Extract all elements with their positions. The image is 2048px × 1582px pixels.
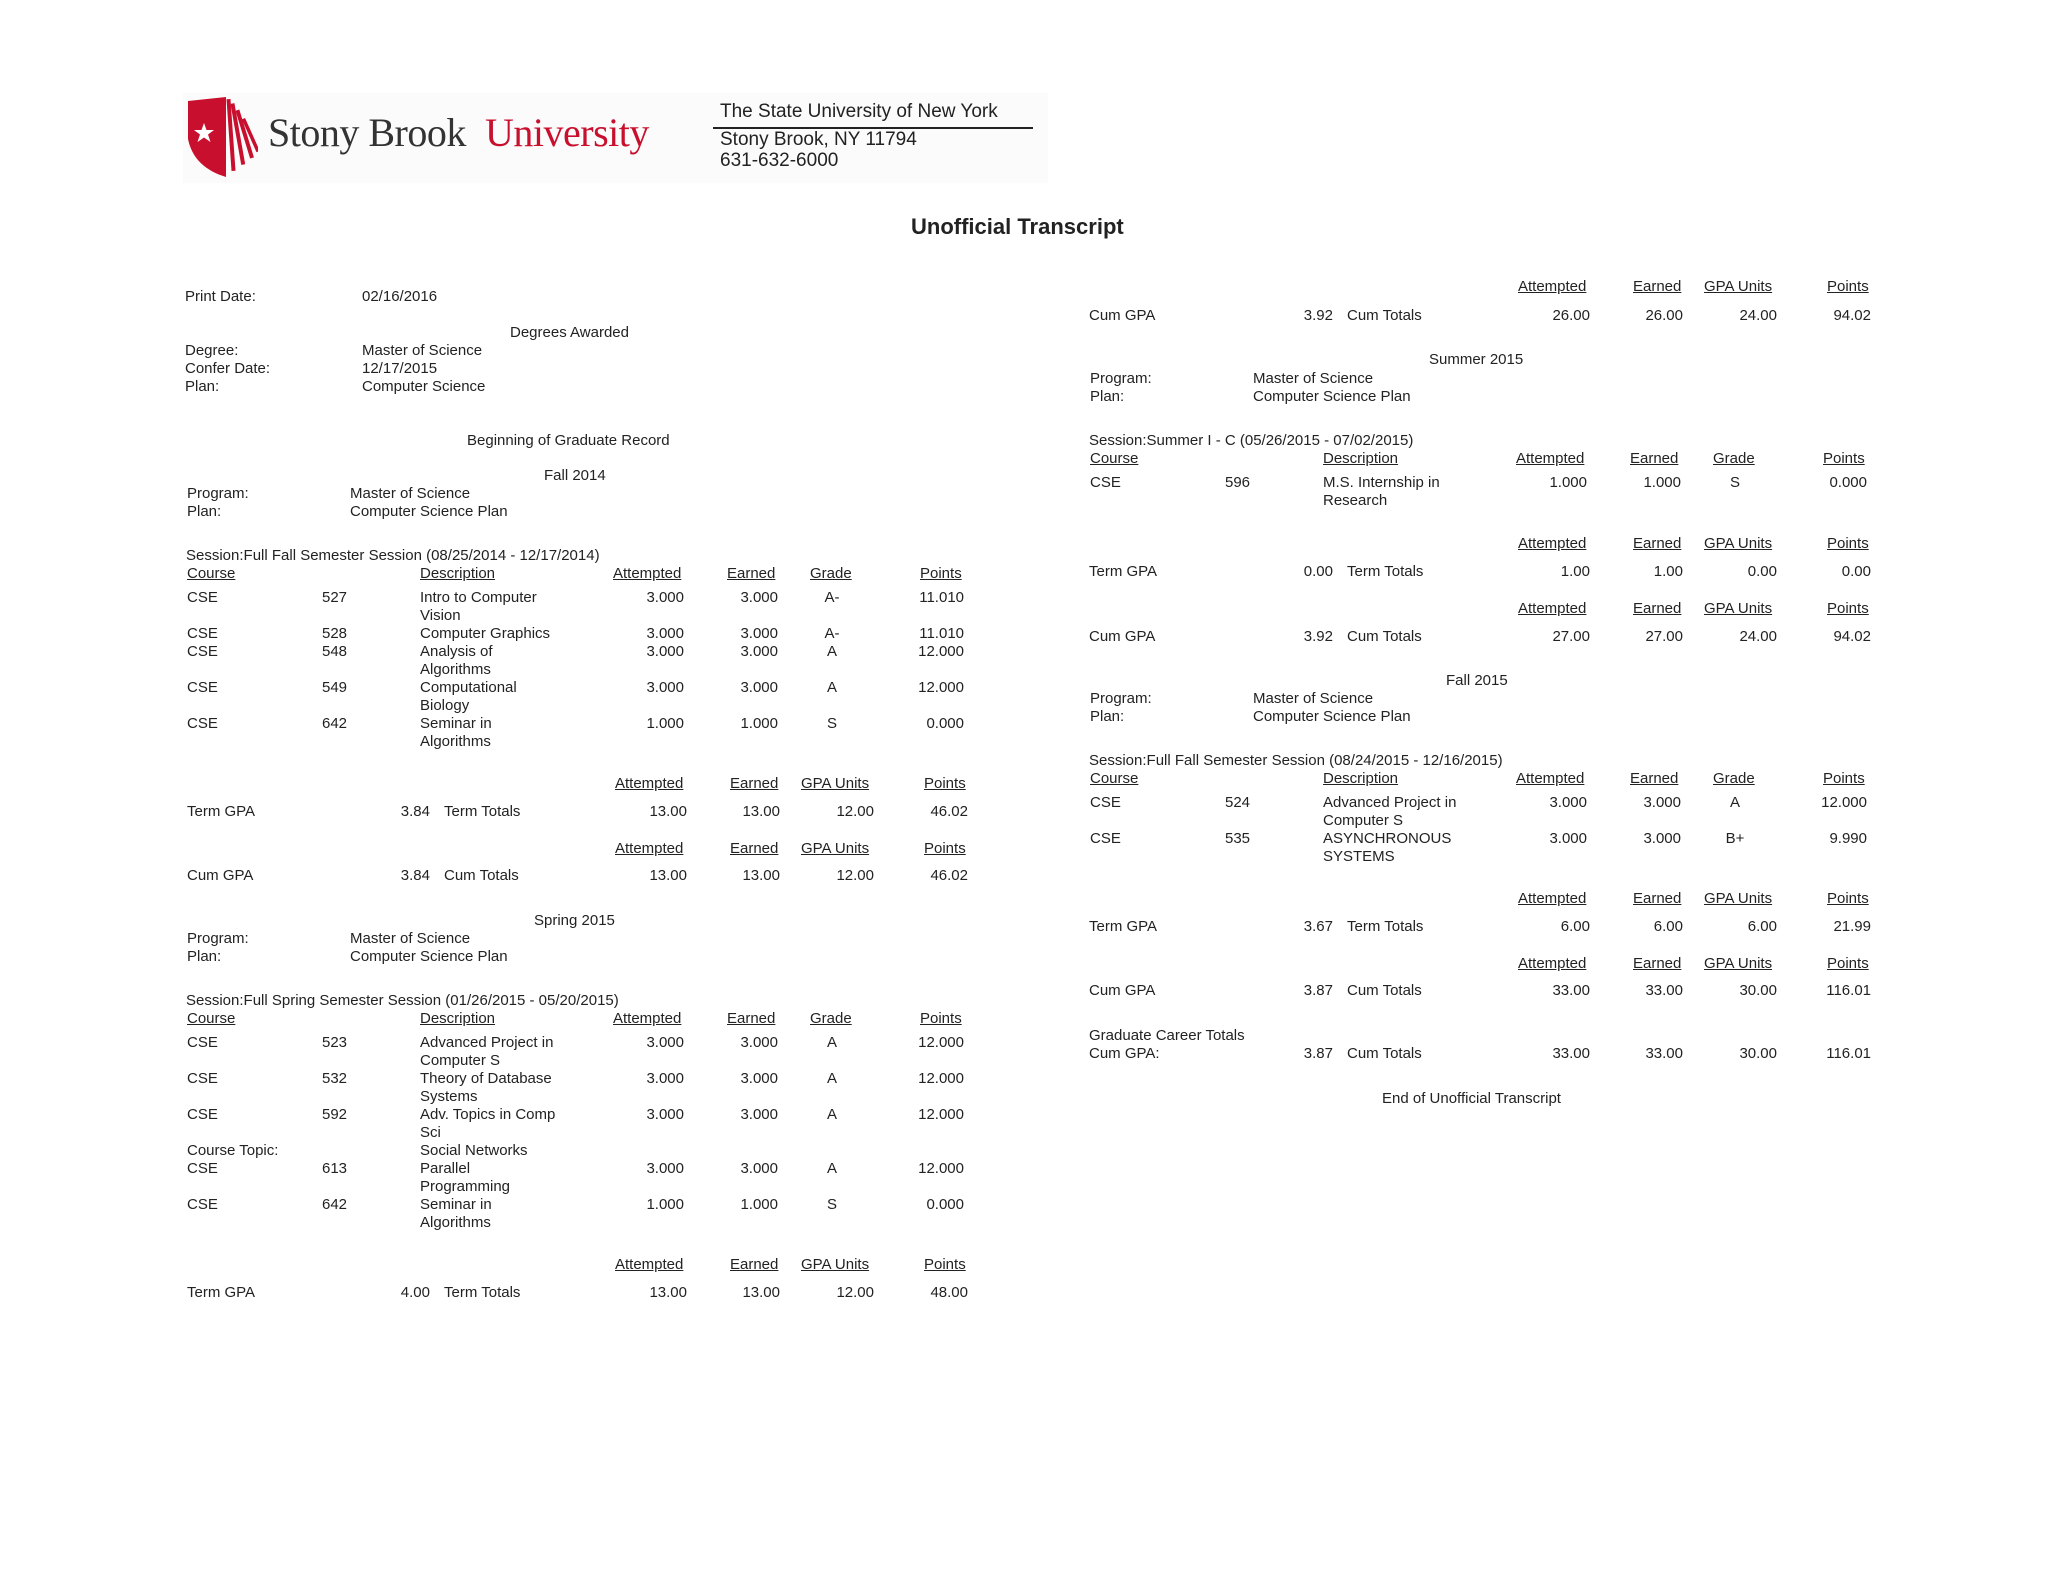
course-points: 0.000 <box>926 1196 964 1213</box>
cum-totals-earned: 26.00 <box>1645 307 1683 324</box>
course-points: 11.010 <box>919 625 964 642</box>
end-of-transcript: End of Unofficial Transcript <box>1382 1090 1561 1107</box>
course-earned: 3.000 <box>740 1160 778 1177</box>
totals-header-points: Points <box>1827 278 1869 295</box>
cum-totals-gpa-units: 24.00 <box>1739 628 1777 645</box>
career-totals-points: 116.01 <box>1826 1045 1871 1062</box>
print-date-value: 02/16/2016 <box>362 288 438 305</box>
career-totals-earned: 33.00 <box>1645 1045 1683 1062</box>
col-header-earned: Earned <box>1630 770 1679 787</box>
totals-header-gpa-units: GPA Units <box>1704 955 1773 972</box>
plan-value: Computer Science Plan <box>350 948 508 965</box>
term-totals-points: 21.99 <box>1833 918 1871 935</box>
cum-totals-points: 94.02 <box>1833 307 1871 324</box>
col-header-grade: Grade <box>810 565 852 582</box>
term-gpa-value: 3.67 <box>1303 918 1333 935</box>
term-heading-fall2014: Fall 2014 <box>544 467 606 484</box>
totals-header-gpa-units: GPA Units <box>801 1256 870 1273</box>
term-totals-label: Term Totals <box>1347 563 1424 580</box>
course-description: Theory of Database <box>420 1070 552 1087</box>
cum-totals-attempted: 33.00 <box>1552 982 1590 999</box>
term-gpa-label: Term GPA <box>187 803 256 820</box>
course-points: 0.000 <box>926 715 964 732</box>
cum-totals-points: 94.02 <box>1833 628 1871 645</box>
totals-header-attempted: Attempted <box>1518 890 1587 907</box>
program-label: Program: <box>1090 370 1152 387</box>
term-totals-earned: 13.00 <box>742 1284 780 1301</box>
course-description-cont: Computer S <box>420 1052 501 1069</box>
course-grade: S <box>1729 474 1740 491</box>
col-header-points: Points <box>920 565 962 582</box>
course-attempted: 3.000 <box>646 1070 684 1087</box>
logo-text-stony-brook: Stony Brook <box>268 110 466 155</box>
logo-text-university: University <box>485 110 649 155</box>
term-totals-label: Term Totals <box>444 803 521 820</box>
course-description-cont: Programming <box>420 1178 511 1195</box>
cum-totals-attempted: 27.00 <box>1552 628 1590 645</box>
totals-header-earned: Earned <box>730 1256 779 1273</box>
course-earned: 3.000 <box>740 1034 778 1051</box>
course-points: 9.990 <box>1829 830 1867 847</box>
course-description: Advanced Project in <box>1323 794 1457 811</box>
university-letterhead <box>183 93 1048 183</box>
cum-gpa-value: 3.92 <box>1303 307 1333 324</box>
course-points: 12.000 <box>918 1160 964 1177</box>
term-gpa-label: Term GPA <box>187 1284 256 1301</box>
course-description: Computer Graphics <box>420 625 551 642</box>
col-header-course: Course <box>187 565 236 582</box>
course-attempted: 3.000 <box>646 643 684 660</box>
course-subject: CSE <box>187 1106 218 1123</box>
address-phone: 631-632-6000 <box>720 150 839 171</box>
program-value: Master of Science <box>1253 690 1374 707</box>
totals-header-points: Points <box>924 840 966 857</box>
course-description: Adv. Topics in Comp <box>420 1106 556 1123</box>
session-title-summer2015: Session:Summer I - C (05/26/2015 - 07/02/2015) <box>1089 432 1414 449</box>
course-description-cont: Sci <box>420 1124 441 1141</box>
course-points: 12.000 <box>918 643 964 660</box>
col-header-points: Points <box>1823 770 1865 787</box>
career-totals-attempted: 33.00 <box>1552 1045 1590 1062</box>
program-value: Master of Science <box>1253 370 1374 387</box>
course-earned: 3.000 <box>740 1106 778 1123</box>
term-totals-attempted: 1.00 <box>1560 563 1590 580</box>
totals-header-points: Points <box>924 1256 966 1273</box>
course-earned: 3.000 <box>1643 794 1681 811</box>
totals-header-gpa-units: GPA Units <box>801 775 870 792</box>
course-subject: CSE <box>187 1070 218 1087</box>
course-attempted: 3.000 <box>646 1106 684 1123</box>
totals-header-gpa-units: GPA Units <box>1704 278 1773 295</box>
career-totals-gpa-units: 30.00 <box>1739 1045 1777 1062</box>
term-totals-points: 48.00 <box>930 1284 968 1301</box>
course-description-cont: Computer S <box>1323 812 1404 829</box>
session-title-fall2014: Session:Full Fall Semester Session (08/25/2014 - 12/17/2014) <box>186 547 600 564</box>
plan-value: Computer Science Plan <box>350 503 508 520</box>
cum-totals-attempted: 13.00 <box>649 867 687 884</box>
totals-header-earned: Earned <box>1633 955 1682 972</box>
course-attempted: 3.000 <box>646 1160 684 1177</box>
career-cum-totals-label: Cum Totals <box>1347 1045 1422 1062</box>
cum-gpa-label: Cum GPA <box>1089 982 1156 999</box>
program-label: Program: <box>1090 690 1152 707</box>
col-header-attempted: Attempted <box>1516 770 1585 787</box>
totals-header-attempted: Attempted <box>1518 278 1587 295</box>
course-description: Seminar in <box>420 715 492 732</box>
term-gpa-label: Term GPA <box>1089 563 1158 580</box>
course-subject: CSE <box>1090 794 1121 811</box>
cum-gpa-label: Cum GPA <box>1089 628 1156 645</box>
col-header-description: Description <box>1323 450 1399 467</box>
degree-value: Master of Science <box>362 342 483 359</box>
course-points: 12.000 <box>1821 794 1867 811</box>
totals-header-gpa-units: GPA Units <box>801 840 870 857</box>
cum-totals-gpa-units: 24.00 <box>1739 307 1777 324</box>
course-subject: CSE <box>187 1196 218 1213</box>
col-header-earned: Earned <box>1630 450 1679 467</box>
plan-value: Computer Science Plan <box>1253 708 1411 725</box>
term-heading-spring2015: Spring 2015 <box>534 912 615 929</box>
col-header-earned: Earned <box>727 1010 776 1027</box>
course-points: 12.000 <box>918 1070 964 1087</box>
course-points: 0.000 <box>1829 474 1867 491</box>
course-number: 549 <box>322 679 348 696</box>
totals-header-gpa-units: GPA Units <box>1704 600 1773 617</box>
cum-totals-earned: 33.00 <box>1645 982 1683 999</box>
course-number: 548 <box>322 643 348 660</box>
totals-header-points: Points <box>924 775 966 792</box>
program-label: Program: <box>187 485 249 502</box>
course-grade: A <box>1729 794 1740 811</box>
stony-brook-shield-icon <box>186 95 258 179</box>
col-header-description: Description <box>420 565 496 582</box>
page-title: Unofficial Transcript <box>911 214 1124 239</box>
course-attempted: 3.000 <box>646 625 684 642</box>
course-number: 528 <box>322 625 348 642</box>
term-totals-earned: 6.00 <box>1653 918 1683 935</box>
col-header-earned: Earned <box>727 565 776 582</box>
state-university-line: The State University of New York <box>720 101 998 122</box>
term-totals-points: 0.00 <box>1841 563 1871 580</box>
course-number: 532 <box>322 1070 348 1087</box>
cum-totals-label: Cum Totals <box>1347 307 1422 324</box>
term-totals-earned: 1.00 <box>1653 563 1683 580</box>
cum-gpa-value: 3.87 <box>1303 982 1333 999</box>
course-description: Parallel <box>420 1160 471 1177</box>
cum-totals-earned: 27.00 <box>1645 628 1683 645</box>
term-gpa-value: 4.00 <box>400 1284 430 1301</box>
course-number: 535 <box>1225 830 1251 847</box>
course-earned: 3.000 <box>740 1070 778 1087</box>
plan-label: Plan: <box>187 948 222 965</box>
totals-header-attempted: Attempted <box>615 1256 684 1273</box>
col-header-grade: Grade <box>1713 450 1755 467</box>
totals-header-attempted: Attempted <box>615 775 684 792</box>
col-header-grade: Grade <box>810 1010 852 1027</box>
course-earned: 1.000 <box>1643 474 1681 491</box>
term-totals-attempted: 6.00 <box>1560 918 1590 935</box>
term-totals-points: 46.02 <box>930 803 968 820</box>
col-header-grade: Grade <box>1713 770 1755 787</box>
term-heading-summer2015: Summer 2015 <box>1429 351 1524 368</box>
course-number: 642 <box>322 715 348 732</box>
course-number: 613 <box>322 1160 348 1177</box>
course-description: Computational <box>420 679 517 696</box>
col-header-points: Points <box>1823 450 1865 467</box>
cum-totals-points: 116.01 <box>1826 982 1871 999</box>
course-subject: CSE <box>1090 830 1121 847</box>
cum-gpa-label: Cum GPA <box>1089 307 1156 324</box>
course-grade: A <box>826 1160 837 1177</box>
course-points: 12.000 <box>918 1034 964 1051</box>
degree-plan-value: Computer Science <box>362 378 486 395</box>
course-subject: CSE <box>187 1034 218 1051</box>
term-totals-gpa-units: 0.00 <box>1747 563 1777 580</box>
cum-totals-label: Cum Totals <box>1347 982 1422 999</box>
course-topic-value: Social Networks <box>420 1142 528 1159</box>
plan-value: Computer Science Plan <box>1253 388 1411 405</box>
totals-header-earned: Earned <box>730 840 779 857</box>
course-description-cont: Biology <box>420 697 470 714</box>
course-description-cont: Systems <box>420 1088 478 1105</box>
term-totals-attempted: 13.00 <box>649 1284 687 1301</box>
term-gpa-value: 0.00 <box>1303 563 1333 580</box>
course-attempted: 3.000 <box>646 1034 684 1051</box>
course-grade: A <box>826 679 837 696</box>
session-title-spring2015: Session:Full Spring Semester Session (01/26/2015 - 05/20/2015) <box>186 992 619 1009</box>
col-header-description: Description <box>420 1010 496 1027</box>
term-totals-earned: 13.00 <box>742 803 780 820</box>
course-topic-label: Course Topic: <box>187 1142 279 1159</box>
plan-label: Plan: <box>1090 388 1125 405</box>
course-number: 527 <box>322 589 348 606</box>
session-title-fall2015: Session:Full Fall Semester Session (08/24/2015 - 12/16/2015) <box>1089 752 1503 769</box>
totals-header-points: Points <box>1827 890 1869 907</box>
course-subject: CSE <box>187 715 218 732</box>
term-totals-gpa-units: 6.00 <box>1747 918 1777 935</box>
degrees-awarded-heading: Degrees Awarded <box>510 324 629 341</box>
col-header-attempted: Attempted <box>1516 450 1585 467</box>
col-header-course: Course <box>1090 770 1139 787</box>
term-totals-gpa-units: 12.00 <box>836 1284 874 1301</box>
cum-totals-points: 46.02 <box>930 867 968 884</box>
program-value: Master of Science <box>350 930 471 947</box>
plan-label: Plan: <box>1090 708 1125 725</box>
totals-header-attempted: Attempted <box>1518 600 1587 617</box>
course-grade: S <box>826 715 837 732</box>
program-value: Master of Science <box>350 485 471 502</box>
beginning-record-heading: Beginning of Graduate Record <box>467 432 670 449</box>
totals-header-attempted: Attempted <box>1518 535 1587 552</box>
totals-header-earned: Earned <box>1633 600 1682 617</box>
totals-header-gpa-units: GPA Units <box>1704 890 1773 907</box>
course-earned: 1.000 <box>740 1196 778 1213</box>
course-description-cont: SYSTEMS <box>1323 848 1395 865</box>
degree-plan-label: Plan: <box>185 378 220 395</box>
course-description: Advanced Project in <box>420 1034 554 1051</box>
course-description: M.S. Internship in <box>1323 474 1440 491</box>
course-attempted: 3.000 <box>646 589 684 606</box>
totals-header-attempted: Attempted <box>1518 955 1587 972</box>
course-grade: A <box>826 1106 837 1123</box>
course-description-cont: Algorithms <box>420 1214 491 1231</box>
course-attempted: 1.000 <box>1549 474 1587 491</box>
course-grade: A <box>826 1034 837 1051</box>
term-totals-label: Term Totals <box>1347 918 1424 935</box>
career-cum-gpa-value: 3.87 <box>1303 1045 1333 1062</box>
course-earned: 1.000 <box>740 715 778 732</box>
graduate-career-totals-heading: Graduate Career Totals <box>1089 1027 1245 1044</box>
col-header-course: Course <box>187 1010 236 1027</box>
col-header-points: Points <box>920 1010 962 1027</box>
term-totals-attempted: 13.00 <box>649 803 687 820</box>
totals-header-gpa-units: GPA Units <box>1704 535 1773 552</box>
course-number: 592 <box>322 1106 348 1123</box>
cum-gpa-value: 3.92 <box>1303 628 1333 645</box>
course-earned: 3.000 <box>740 625 778 642</box>
totals-header-earned: Earned <box>1633 535 1682 552</box>
course-points: 11.010 <box>919 589 964 606</box>
course-grade: A- <box>824 589 840 606</box>
col-header-attempted: Attempted <box>613 1010 682 1027</box>
course-grade: A- <box>824 625 840 642</box>
totals-header-points: Points <box>1827 535 1869 552</box>
course-subject: CSE <box>1090 474 1121 491</box>
address-city: Stony Brook, NY 11794 <box>720 129 917 150</box>
course-description-cont: Research <box>1323 492 1388 509</box>
course-description-cont: Algorithms <box>420 733 491 750</box>
course-attempted: 3.000 <box>1549 830 1587 847</box>
course-subject: CSE <box>187 625 218 642</box>
course-number: 523 <box>322 1034 348 1051</box>
print-date-label: Print Date: <box>185 288 256 305</box>
confer-date-value: 12/17/2015 <box>362 360 438 377</box>
course-subject: CSE <box>187 1160 218 1177</box>
term-heading-fall2015: Fall 2015 <box>1446 672 1508 689</box>
course-earned: 3.000 <box>740 679 778 696</box>
term-gpa-value: 3.84 <box>400 803 430 820</box>
totals-header-earned: Earned <box>1633 890 1682 907</box>
course-number: 524 <box>1225 794 1251 811</box>
totals-header-points: Points <box>1827 955 1869 972</box>
cum-gpa-label: Cum GPA <box>187 867 254 884</box>
course-attempted: 1.000 <box>646 715 684 732</box>
course-description: Seminar in <box>420 1196 492 1213</box>
term-gpa-label: Term GPA <box>1089 918 1158 935</box>
plan-label: Plan: <box>187 503 222 520</box>
cum-totals-gpa-units: 30.00 <box>1739 982 1777 999</box>
course-earned: 3.000 <box>740 643 778 660</box>
cum-totals-label: Cum Totals <box>444 867 519 884</box>
course-attempted: 3.000 <box>646 679 684 696</box>
col-header-course: Course <box>1090 450 1139 467</box>
course-attempted: 1.000 <box>646 1196 684 1213</box>
course-subject: CSE <box>187 679 218 696</box>
course-grade: S <box>826 1196 837 1213</box>
course-number: 642 <box>322 1196 348 1213</box>
term-totals-gpa-units: 12.00 <box>836 803 874 820</box>
cum-totals-gpa-units: 12.00 <box>836 867 874 884</box>
course-grade: A <box>826 1070 837 1087</box>
course-description-cont: Algorithms <box>420 661 491 678</box>
confer-date-label: Confer Date: <box>185 360 271 377</box>
cum-gpa-value: 3.84 <box>400 867 430 884</box>
course-description: ASYNCHRONOUS <box>1323 830 1452 847</box>
course-earned: 3.000 <box>1643 830 1681 847</box>
cum-totals-label: Cum Totals <box>1347 628 1422 645</box>
course-subject: CSE <box>187 589 218 606</box>
course-points: 12.000 <box>918 1106 964 1123</box>
totals-header-points: Points <box>1827 600 1869 617</box>
career-cum-gpa-label: Cum GPA: <box>1089 1045 1160 1062</box>
course-subject: CSE <box>187 643 218 660</box>
cum-totals-attempted: 26.00 <box>1552 307 1590 324</box>
course-description-cont: Vision <box>420 607 461 624</box>
col-header-description: Description <box>1323 770 1399 787</box>
totals-header-attempted: Attempted <box>615 840 684 857</box>
cum-totals-earned: 13.00 <box>742 867 780 884</box>
term-totals-label: Term Totals <box>444 1284 521 1301</box>
course-grade: B+ <box>1725 830 1745 847</box>
degree-label: Degree: <box>185 342 239 359</box>
course-description: Analysis of <box>420 643 493 660</box>
course-grade: A <box>826 643 837 660</box>
course-attempted: 3.000 <box>1549 794 1587 811</box>
program-label: Program: <box>187 930 249 947</box>
totals-header-earned: Earned <box>1633 278 1682 295</box>
col-header-attempted: Attempted <box>613 565 682 582</box>
course-number: 596 <box>1225 474 1251 491</box>
course-description: Intro to Computer <box>420 589 537 606</box>
course-points: 12.000 <box>918 679 964 696</box>
course-earned: 3.000 <box>740 589 778 606</box>
totals-header-earned: Earned <box>730 775 779 792</box>
